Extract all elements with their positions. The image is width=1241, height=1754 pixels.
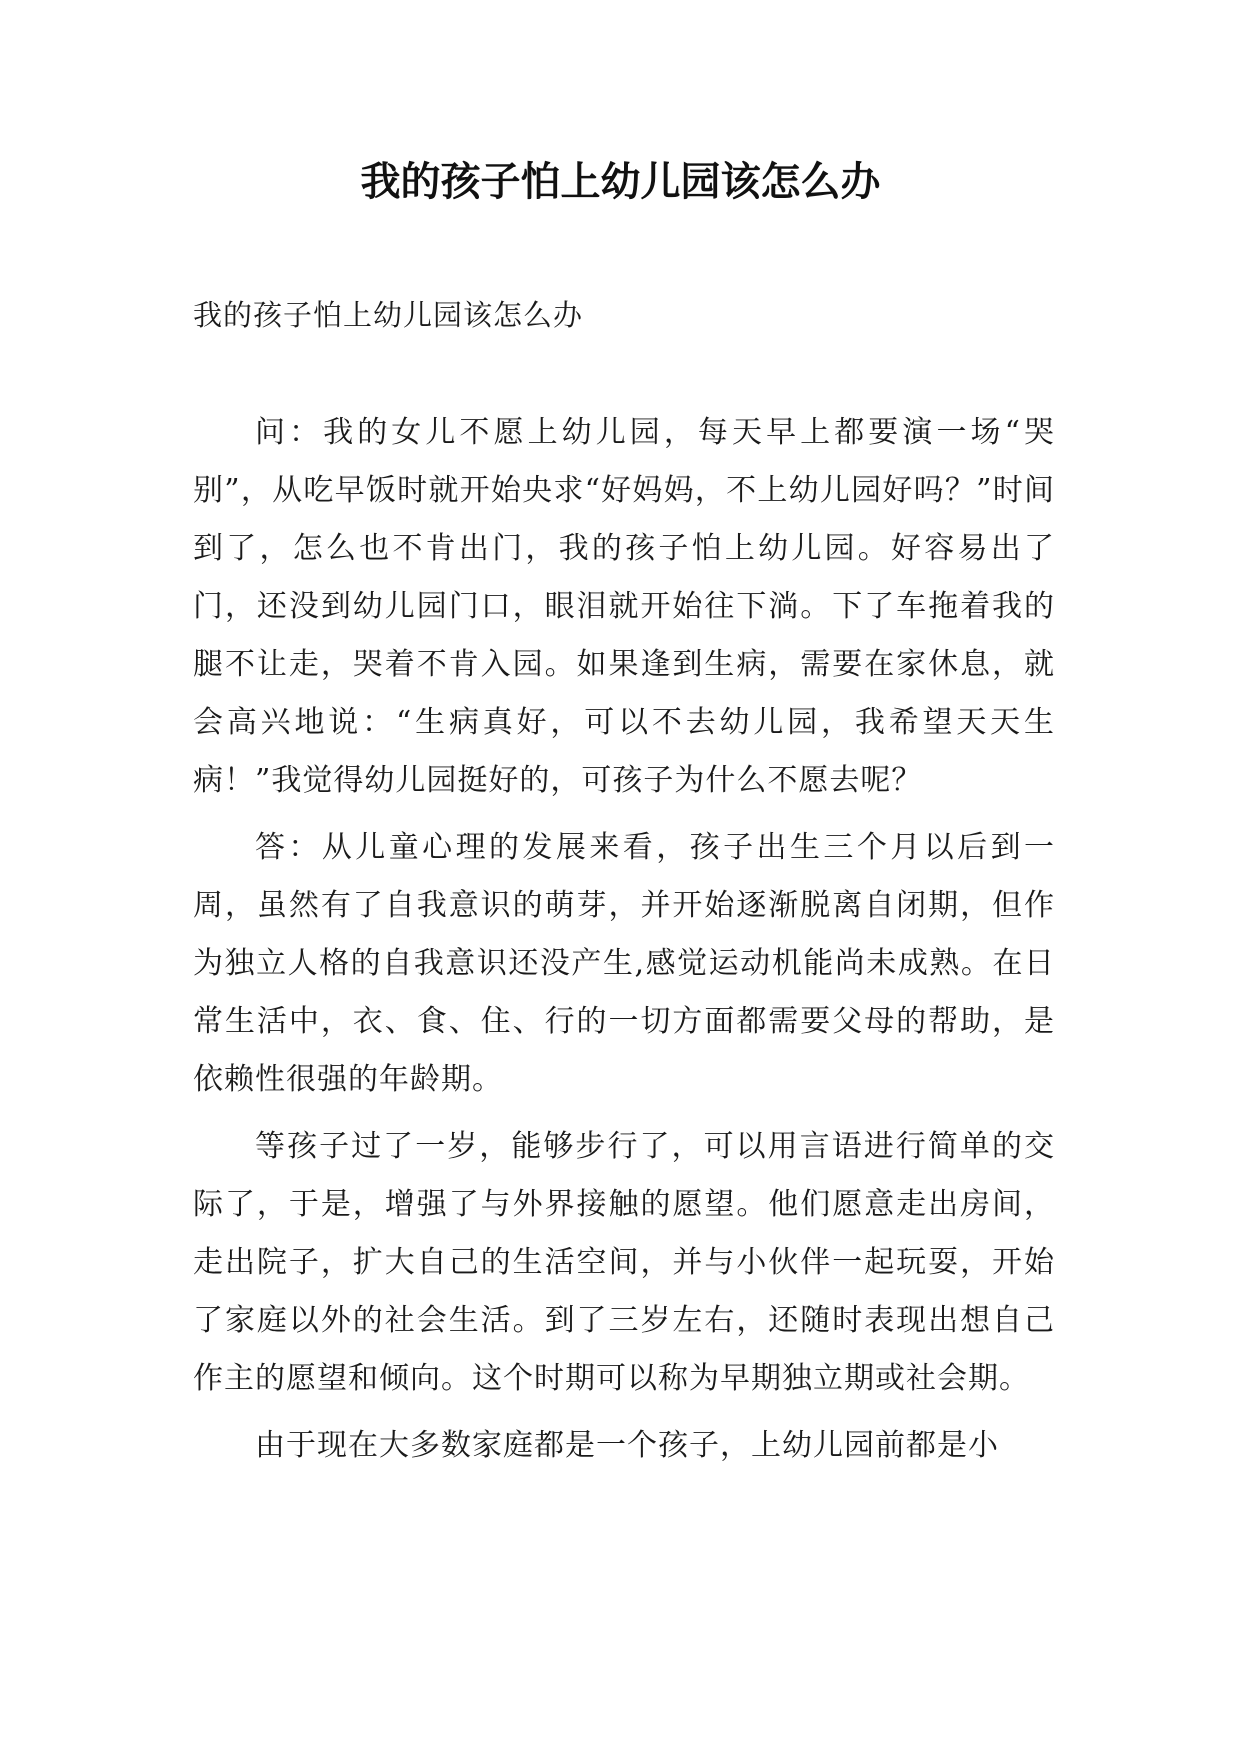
paragraph-answer: 答：从儿童心理的发展来看，孩子出生三个月以后到一周，虽然有了自我意识的萌芽，并开始逐渐脱离自闭期，但作为独立人格的自我意识还没产生,感觉运动机能尚未成熟。在日常生活中，衣、食、住、行的一切方面都需要父母的帮助，是依赖性很强的年龄期。 [193,830,1055,1097]
document-body [193,404,1055,1484]
paragraph-body: 等孩子过了一岁，能够步行了，可以用言语进行简单的交际了，于是，增强了与外界接触的愿望。他们愿意走出房间，走出院子，扩大自己的生活空间，并与小伙伴一起玩耍，开始了家庭以外的社会生活。到了三岁左右，还随时表现出想自己作主的愿望和倾向。这个时期可以称为早期独立期或社会期。 [193,1129,1055,1396]
paragraph-body: 由于现在大多数家庭都是一个孩子，上幼儿园前都是小 [255,1428,999,1463]
paragraph-question: 问：我的女儿不愿上幼儿园，每天早上都要演一场“哭别”，从吃早饭时就开始央求“好妈妈，不上幼儿园好吗？”时间到了，怎么也不肯出门，我的孩子怕上幼儿园。好容易出了门，还没到幼儿园门口，眼泪就开始往下淌。下了车拖着我的腿不让走，哭着不肯入园。如果逢到生病，需要在家休息，就会高兴地说：“生病真好，可以不去幼儿园，我希望天天生病！”我觉得幼儿园挺好的，可孩子为什么不愿去呢？ [193,415,1055,798]
document-subtitle: 我的孩子怕上幼儿园该怎么办 [193,298,584,332]
document-title: 我的孩子怕上幼儿园该怎么办 [360,159,881,205]
